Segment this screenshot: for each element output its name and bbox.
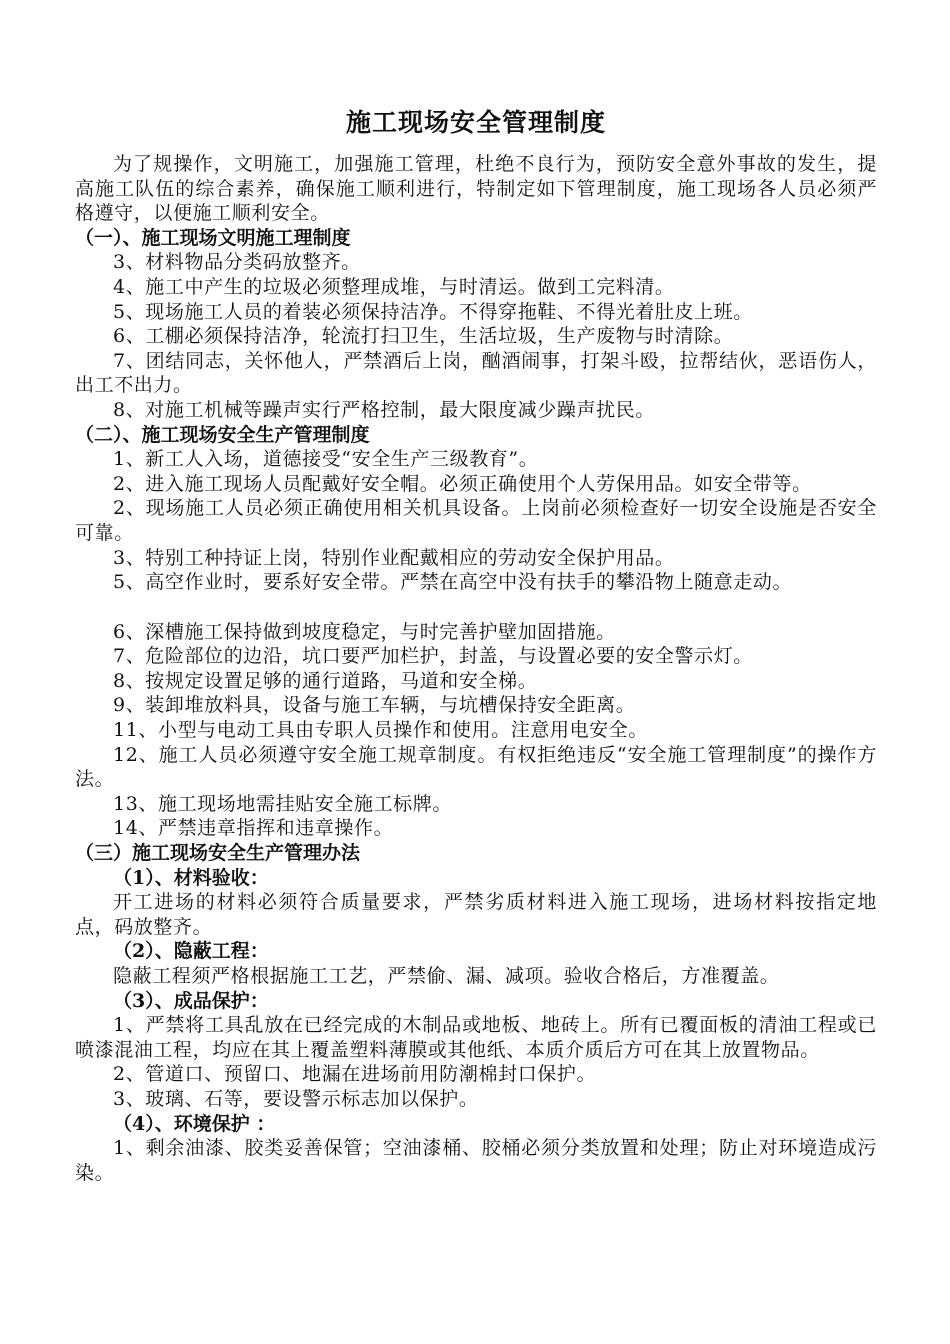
section-2-item: 12、施工人员必须遵守安全施工规章制度。有权拒绝违反“安全施工管理制度”的操作方法。 [75, 743, 877, 791]
subsection-protection-item: 1、严禁将工具乱放在已经完成的木制品或地板、地砖上。所有已覆面板的清油工程或已喷漆混油工程，均应在其上覆盖塑料薄膜或其他纸、本质介质后方可在其上放置物品。 [75, 1014, 877, 1061]
section-2-item: 9、装卸堆放料具，设备与施工车辆，与坑槽保持安全距离。 [113, 694, 636, 717]
section-1-item: 5、现场施工人员的着装必须保持洁净。不得穿拖鞋、不得光着肚皮上班。 [113, 300, 753, 323]
section-1-item: 6、工棚必须保持洁净，轮流打扫卫生，生活垃圾，生产废物与时清除。 [113, 325, 734, 348]
section-1-item: 8、对施工机械等躁声实行严格控制，最大限度减少躁声扰民。 [113, 398, 655, 421]
subsection-environment-heading: （4）、环境保护 ： [113, 1112, 276, 1135]
section-2-item: 2、进入施工现场人员配戴好安全帽。必须正确使用个人劳保用品。如安全带等。 [113, 472, 812, 495]
subsection-protection-item: 2、管道口、预留口、地漏在进场前用防潮棉封口保护。 [113, 1063, 597, 1086]
subsection-concealed-heading: （2）、隐蔽工程： [113, 940, 269, 963]
section-2-item: 11、小型与电动工具由专职人员操作和使用。注意用电安全。 [113, 719, 648, 742]
subsection-concealed-text: 隐蔽工程须严格根据施工工艺，严禁偷、漏、减项。验收合格后，方准覆盖。 [113, 965, 780, 987]
subsection-environment-item: 1、剩余油漆、胶类妥善保管；空油漆桶、胶桶必须分类放置和处理；防止对环境造成污染。 [75, 1137, 877, 1184]
subsection-material-text: 开工进场的材料必须符合质量要求，严禁劣质材料进入施工现场，进场材料按指定地点，码放整齐。 [75, 891, 877, 938]
section-2-item: 7、危险部位的边沿，坑口要严加栏护，封盖，与设置必要的安全警示灯。 [113, 645, 753, 668]
section-2-item: 13、施工现场地需挂贴安全施工标牌。 [113, 792, 452, 815]
section-2-item: 1、新工人入场，道德接受“安全生产三级教育”。 [113, 448, 539, 471]
section-2-item: 8、按规定设置足够的通行道路，马道和安全梯。 [113, 669, 538, 692]
section-2-item: 14、严禁违章指挥和违章操作。 [113, 817, 394, 840]
section-2-item: 2、现场施工人员必须正确使用相关机具设备。上岗前必须检查好一切安全设施是否安全可靠。 [75, 497, 877, 544]
document-title: 施工现场安全管理制度 [345, 108, 606, 137]
section-2-item: 5、高空作业时，要系好安全带。严禁在高空中没有扶手的攀沿物上随意走动。 [113, 571, 793, 594]
subsection-protection-heading: （3）、成品保护： [113, 989, 269, 1012]
subsection-material-heading: （1）、材料验收： [113, 866, 269, 889]
section-1-item: 3、材料物品分类码放整齐。 [113, 251, 361, 274]
section-1-item: 4、施工中产生的垃圾必须整理成堆，与时清运。做到工完料清。 [113, 275, 675, 298]
blank-line [75, 595, 877, 620]
section-2-heading: （二）、施工现场安全生产管理制度 [75, 423, 370, 446]
section-1-heading: （一）、施工现场文明施工理制度 [75, 226, 351, 249]
section-2-item: 3、特别工种持证上岗，特别作业配戴相应的劳动安全保护用品。 [113, 546, 675, 569]
intro-paragraph: 为了规操作，文明施工，加强施工管理，杜绝不良行为，预防安全意外事故的发生，提高施工队伍的综合素养，确保施工顺利进行，特制定如下管理制度，施工现场各人员必须严格遵守，以便施工顺利安全。 [75, 153, 877, 225]
section-2-item: 6、深槽施工保持做到坡度稳定，与时完善护壁加固措施。 [113, 620, 616, 643]
section-3-heading: （三）施工现场安全生产管理办法 [75, 842, 361, 865]
document-page [75, 100, 877, 1185]
section-1-item: 7、团结同志，关怀他人，严禁酒后上岗，酗酒闹事，打架斗殴，拉帮结伙，恶语伤人，出工不出力。 [75, 349, 877, 397]
subsection-protection-item: 3、玻璃、石等，要设警示标志加以保护。 [113, 1087, 479, 1110]
